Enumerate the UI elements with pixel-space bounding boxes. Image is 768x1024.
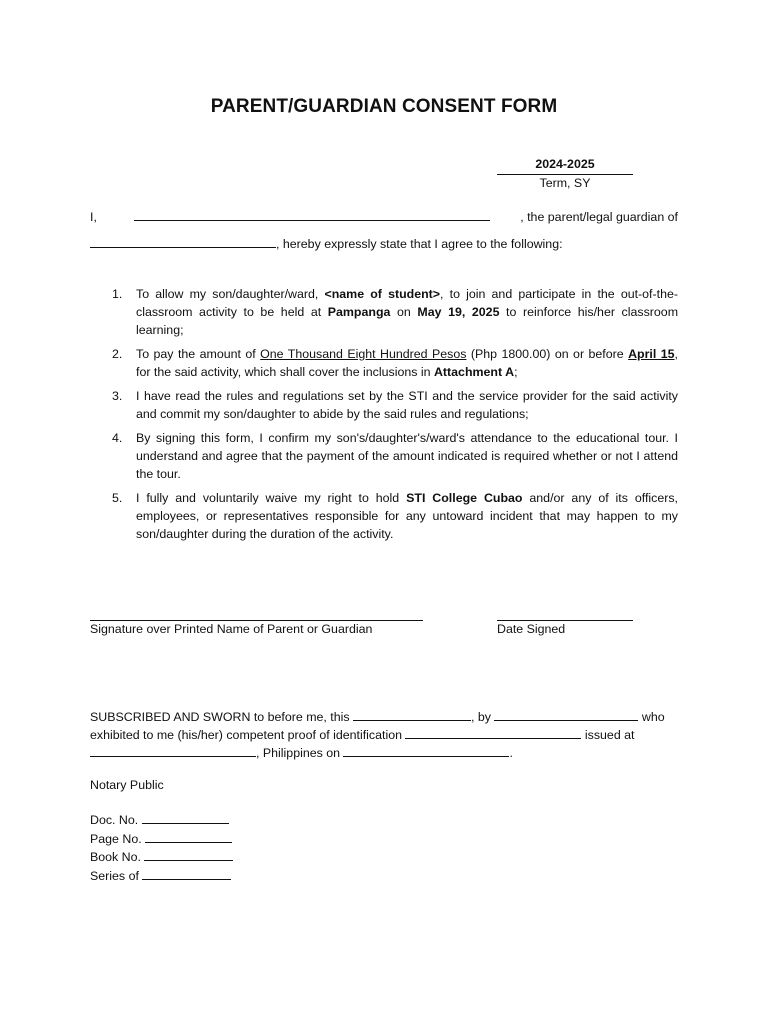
student-placeholder: <name of student> xyxy=(324,287,441,301)
oath-line-2 xyxy=(90,726,678,744)
amount-words: One Thousand Eight Hundred Pesos xyxy=(260,347,467,361)
student-name-blank[interactable] xyxy=(90,235,276,248)
notary-field-blank[interactable] xyxy=(144,848,233,861)
oath-text: , by xyxy=(471,710,495,724)
item-text: (Php 1800.00) on or before xyxy=(466,347,629,361)
oath-by-blank[interactable] xyxy=(494,708,638,721)
oath-paragraph xyxy=(90,708,678,762)
agreement-list xyxy=(90,285,678,549)
notary-field-blank[interactable] xyxy=(145,830,232,843)
list-item xyxy=(90,345,678,381)
intro-parent-text: , the parent/legal guardian of xyxy=(520,210,678,224)
item-text: , to join and participate in the out-of-the-classroom activity to be held at xyxy=(136,287,678,319)
item-number: 5. xyxy=(112,491,123,505)
notary-field-series xyxy=(90,867,233,886)
item-number: 4. xyxy=(112,431,123,445)
activity-place: Pampanga xyxy=(327,305,391,319)
school-name: STI College Cubao xyxy=(406,491,523,505)
item-text: on xyxy=(390,305,418,319)
notary-field-page xyxy=(90,830,233,849)
date-signed-label: Date Signed xyxy=(497,622,566,636)
oath-text: SUBSCRIBED AND SWORN to before me, this xyxy=(90,710,354,724)
oath-issued-at-blank[interactable] xyxy=(90,744,256,757)
intro-line-1 xyxy=(90,208,678,226)
attachment-ref: Attachment A xyxy=(433,365,515,379)
oath-text: exhibited to me (his/her) competent proof of identification xyxy=(90,728,406,742)
list-item xyxy=(90,387,678,423)
item-text: By signing this form, I confirm my son's/daughter's/ward's attendance to the educational tour. I understand and agree that the payment of the amount indicated is required whether or not I attend the tour. xyxy=(136,431,678,481)
notary-fields xyxy=(90,811,233,885)
notary-field-blank[interactable] xyxy=(142,811,229,824)
form-title: PARENT/GUARDIAN CONSENT FORM xyxy=(210,96,558,117)
oath-text: who xyxy=(638,710,665,724)
item-text: ; xyxy=(514,365,518,379)
intro-agree-text: , hereby expressly state that I agree to the following: xyxy=(276,237,563,251)
item-number: 3. xyxy=(112,389,123,403)
item-text: To pay the amount of xyxy=(136,347,261,361)
notary-field-label: Book No. xyxy=(90,850,141,864)
list-item xyxy=(90,285,678,339)
notary-field-label: Series of xyxy=(90,868,139,883)
notary-field-label: Doc. No. xyxy=(90,813,139,827)
item-text: and/or any of its officers, employees, or representatives responsible for any untoward incident that may happen to my son/daughter during the duration of the activity. xyxy=(136,491,678,541)
signature-label: Signature over Printed Name of Parent or Guardian xyxy=(90,622,373,636)
item-number: 1. xyxy=(112,287,123,301)
term-block xyxy=(497,156,633,192)
oath-issued-on-blank[interactable] xyxy=(343,744,509,757)
oath-line-3 xyxy=(90,744,678,762)
item-text: I have read the rules and regulations set by the STI and the service provider for the said activity and commit my son/daughter to abide by the said rules and regulations; xyxy=(136,389,678,421)
notary-public-label: Notary Public xyxy=(90,778,164,792)
item-text: To allow my son/daughter/ward, xyxy=(136,287,325,301)
list-item xyxy=(90,429,678,483)
payment-deadline: April 15 xyxy=(628,347,675,361)
parent-name-blank[interactable] xyxy=(134,208,490,221)
oath-id-blank[interactable] xyxy=(405,726,581,739)
item-number: 2. xyxy=(112,347,123,361)
oath-text: issued at xyxy=(581,728,635,742)
intro-i-label: I, xyxy=(90,210,97,224)
list-item xyxy=(90,489,678,543)
intro-line-2 xyxy=(90,235,678,253)
activity-date: May 19, 2025 xyxy=(417,305,500,319)
notary-field-label: Page No. xyxy=(90,831,142,846)
term-year: 2024-2025 xyxy=(497,156,633,175)
notary-field-blank[interactable] xyxy=(142,867,231,880)
oath-text: , Philippines on xyxy=(256,746,344,760)
item-text: I fully and voluntarily waive my right to hold xyxy=(136,491,407,505)
oath-line-1 xyxy=(90,708,678,726)
notary-field-doc xyxy=(90,811,233,830)
oath-text: . xyxy=(509,746,513,760)
item-text: , for the said activity, which shall cover the inclusions in xyxy=(136,347,678,379)
notary-field-book xyxy=(90,848,233,867)
term-label: Term, SY xyxy=(539,176,591,190)
item-text: to reinforce his/her classroom learning; xyxy=(136,305,679,337)
oath-date-blank[interactable] xyxy=(353,708,471,721)
